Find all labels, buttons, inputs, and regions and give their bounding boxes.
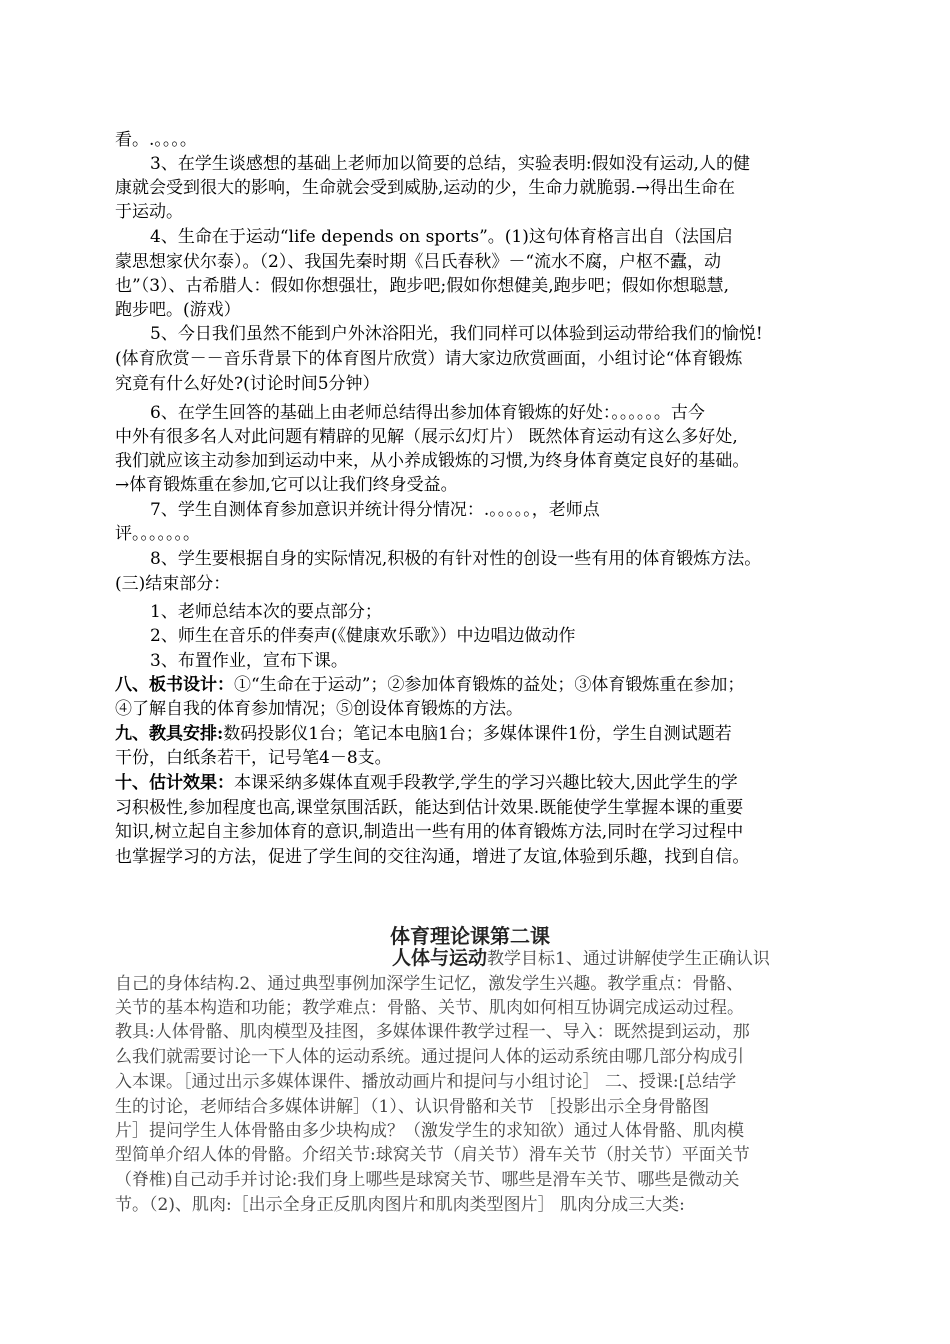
text-line: 看。.。。。。 [115, 130, 197, 150]
text-line: 教具:人体骨骼、肌肉模型及挂图，多媒体课件教学过程一、导入：既然提到运动，那 [115, 1022, 750, 1042]
text-line: 4、生命在于运动“life depends on sports”。(1)这句体育格言出自（法国启 [150, 227, 733, 247]
text-line: →体育锻炼重在参加,它可以让我们终身受益。 [115, 475, 458, 495]
text-line: (三)结束部分： [115, 574, 231, 594]
text-line: 知识,树立起自主参加体育的意识,制造出一些有用的体育锻炼方法,同时在学习过程中 [115, 822, 744, 842]
lesson2-subtitle: 人体与运动 [392, 947, 488, 969]
text-line: 1、老师总结本次的要点部分； [150, 602, 382, 622]
text-line: 干份，白纸条若干，记号笔4－8支。 [115, 748, 392, 768]
text-line: 3、布置作业，宣布下课。 [150, 651, 348, 671]
text-line: 6、在学生回答的基础上由老师总结得出参加体育锻炼的好处：。。。。。。古今 [150, 403, 705, 423]
text-line: 7、学生自测体育参加意识并统计得分情况：.。。。。。，老师点 [150, 500, 600, 520]
section-board-design [115, 673, 744, 697]
text-line: 型简单介绍人体的骨骼。介绍关节:球窝关节（肩关节）滑车关节（肘关节）平面关节 [115, 1145, 750, 1165]
text-line: 生的讨论，老师结合多媒体讲解］（1）、认识骨骼和关节 ［投影出示全身骨骼图 [115, 1097, 710, 1117]
text-line: 也”（3）、古希腊人：假如你想强壮，跑步吧;假如你想健美,跑步吧；假如你想聪慧, [115, 276, 730, 296]
text-line: 习积极性,参加程度也高,课堂氛围活跃，能达到估计效果.既能使学生掌握本课的重要 [115, 798, 744, 818]
section-expected-effect [115, 771, 738, 795]
text-line: 自己的身体结构.2、通过典型事例加深学生记忆，激发学生兴趣。教学重点：骨骼、 [115, 974, 744, 994]
text-line: 康就会受到很大的影响，生命就会受到威胁,运动的少，生命力就脆弱.→得出生命在 [115, 178, 736, 198]
text-line: 关节的基本构造和功能；教学难点：骨骼、关节、肌肉如何相互协调完成运动过程。 [115, 998, 744, 1018]
text-line: 入本课。［通过出示多媒体课件、播放动画片和提问与小组讨论］ 二、授课:[总结学 [115, 1072, 737, 1092]
text-line: （脊椎)自己动手并讨论:我们身上哪些是球窝关节、哪些是滑车关节、哪些是微动关 [115, 1170, 740, 1190]
text-line: 跑步吧。(游戏） [115, 300, 241, 320]
text-line: 我们就应该主动参加到运动中来，从小养成锻炼的习惯,为终身体育奠定良好的基础。 [115, 451, 750, 471]
text-line: 片］提问学生人体骨骼由多少块构成？（激发学生的求知欲）通过人体骨骼、肌肉模 [115, 1121, 744, 1141]
text-line: 2、师生在音乐的伴奏声(《健康欢乐歌》）中边唱边做动作 [150, 626, 576, 646]
section-heading: 十、估计效果： [115, 773, 234, 793]
text-line: 8、学生要根据自身的实际情况,积极的有针对性的创设一些有用的体育锻炼方法。 [150, 549, 762, 569]
lesson2-title: 体育理论课第二课 [390, 924, 550, 948]
text-line: 么我们就需要讨论一下人体的运动系统。通过提问人体的运动系统由哪几部分构成引 [115, 1047, 744, 1067]
text-line: 5、今日我们虽然不能到户外沐浴阳光，我们同样可以体验到运动带给我们的愉悦! [150, 324, 763, 344]
lesson2-first-line [392, 946, 770, 971]
section-text: 数码投影仪1台；笔记本电脑1台；多媒体课件1份，学生自测试题若 [223, 724, 732, 744]
section-text: 本课采纳多媒体直观手段教学,学生的学习兴趣比较大,因此学生的学 [234, 773, 738, 793]
text-line: 也掌握学习的方法，促进了学生间的交往沟通，增进了友谊,体验到乐趣，找到自信。 [115, 847, 750, 867]
text-line: 节。（2)、肌肉:［出示全身正反肌肉图片和肌肉类型图片］ 肌肉分成三大类: [115, 1195, 685, 1215]
text-line: 于运动。 [115, 202, 183, 222]
lesson2-text: 教学目标1、通过讲解使学生正确认识 [487, 949, 770, 969]
section-teaching-aids [115, 722, 732, 746]
text-line: (体育欣赏－－音乐背景下的体育图片欣赏）请大家边欣赏画面，小组讨论“体育锻炼 [115, 349, 743, 369]
section-heading: 八、板书设计： [115, 675, 234, 695]
text-line: 评。。。。。。。 [115, 524, 200, 544]
text-line: 3、在学生谈感想的基础上老师加以简要的总结，实验表明:假如没有运动,人的健 [150, 154, 750, 174]
text-line: ④了解自我的体育参加情况；⑤创设体育锻炼的方法。 [115, 699, 523, 719]
section-heading: 九、教具安排: [115, 724, 224, 744]
text-line: 究竟有什么好处?(讨论时间5分钟） [115, 374, 380, 394]
text-line: 蒙思想家伏尔泰）。（2）、我国先秦时期《吕氏春秋》－“流水不腐，户枢不蠹，动 [115, 252, 722, 272]
text-line: 中外有很多名人对此问题有精辟的见解（展示幻灯片） 既然体育运动有这么多好处, [115, 427, 738, 447]
section-text: ①“生命在于运动”；②参加体育锻炼的益处；③体育锻炼重在参加； [234, 675, 745, 695]
